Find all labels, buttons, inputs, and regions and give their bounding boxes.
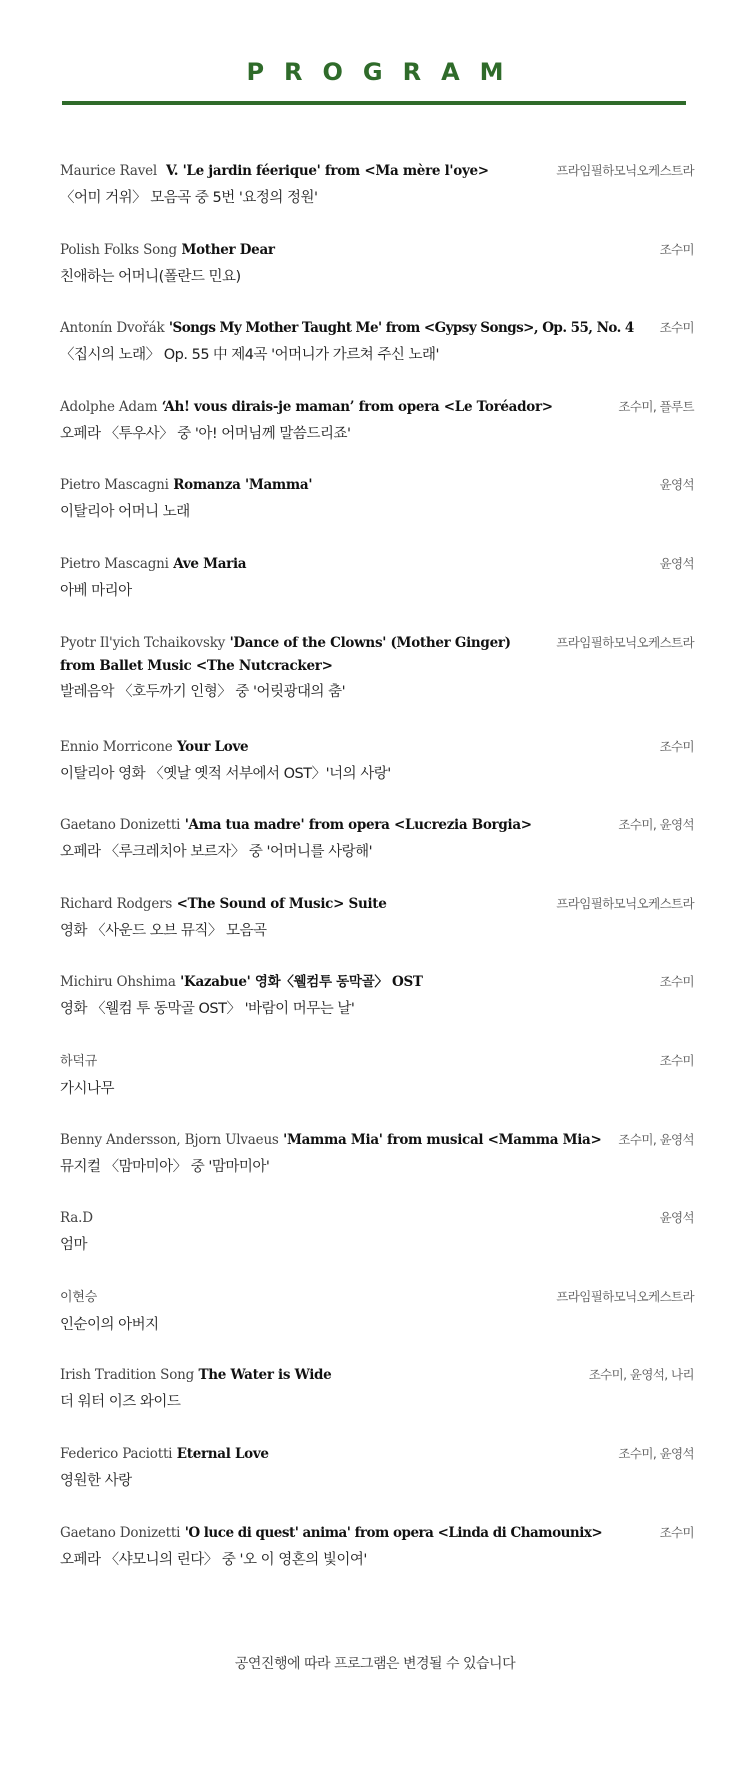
korean-title: 오페라 〈루크레치아 보르자〉 중 '어머니를 사랑해'	[60, 844, 373, 861]
performer: 프라임필하모닉오케스트라	[556, 163, 694, 178]
korean-title: 〈어미 거위〉 모음곡 중 5번 '요정의 정원'	[60, 190, 318, 206]
footer-note: 공연진행에 따라 프로그램은 변경될 수 있습니다	[234, 1656, 516, 1672]
composer-name: Gaetano Donizetti	[60, 1524, 181, 1541]
composer-name: Benny Andersson, Bjorn Ulvaeus	[60, 1131, 279, 1148]
work-title: The Water is Wide	[198, 1367, 332, 1384]
performer: 조수미, 윤영석, 나리	[588, 1367, 694, 1383]
composer-name: Maurice Ravel	[60, 163, 158, 179]
composer-name: Irish Tradition Song	[60, 1367, 195, 1384]
program-item	[60, 1365, 694, 1444]
composer-name: Pietro Mascagni	[60, 555, 169, 572]
program-item	[60, 318, 694, 397]
program-title-line	[60, 475, 690, 495]
korean-title: 엄마	[60, 1237, 88, 1254]
program-title-line	[60, 815, 690, 835]
program-title-line	[60, 318, 690, 338]
composer-name: Federico Paciotti	[60, 1445, 173, 1462]
korean-title: 영원한 사랑	[60, 1472, 132, 1489]
program-item	[60, 1130, 694, 1209]
performer: 조수미, 윤영석	[618, 1131, 694, 1147]
composer-name: 이현승	[60, 1289, 98, 1305]
program-item	[60, 475, 694, 554]
program-item	[60, 737, 694, 816]
korean-title: 이탈리아 어머니 노래	[60, 504, 190, 521]
composer-name: Adolphe Adam	[60, 398, 158, 415]
program-item	[60, 815, 694, 894]
performer: 조수미, 플루트	[618, 398, 694, 414]
work-title: 'Ama tua madre' from opera <Lucrezia Borgia>	[184, 817, 532, 834]
title-divider	[62, 101, 686, 105]
program-item	[60, 1523, 694, 1602]
program-title-line	[60, 737, 690, 757]
work-title: <The Sound of Music> Suite	[176, 895, 387, 912]
composer-name: Michiru Ohshima	[60, 974, 176, 991]
performer: 윤영석	[659, 477, 694, 493]
performer: 조수미	[659, 241, 694, 257]
work-title: 'O luce di quest' anima' from opera <Linda di Chamounix>	[184, 1524, 603, 1541]
korean-title: 친애하는 어머니(폴란드 민요)	[60, 268, 241, 285]
composer-name: Ennio Morricone	[60, 738, 173, 755]
korean-title: 더 워터 이즈 와이드	[60, 1394, 181, 1411]
work-title: Eternal Love	[176, 1445, 269, 1462]
composer-name: Gaetano Donizetti	[60, 817, 181, 834]
korean-title: 뮤지컬 〈맘마미아〉 중 '맘마미아'	[60, 1158, 270, 1175]
program-item	[60, 1444, 694, 1523]
composer-name: Richard Rodgers	[60, 895, 173, 912]
korean-title: 발레음악 〈호두까기 인형〉 중 '어릿광대의 춤'	[60, 683, 346, 700]
work-title: 'Kazabue' 영화〈웰컴투 동막골〉 OST	[180, 974, 423, 991]
composer-name: Polish Folks Song	[60, 241, 177, 258]
korean-title: 아베 마리아	[60, 582, 132, 599]
performer: 조수미	[659, 974, 694, 990]
korean-title: 인순이의 아버지	[60, 1316, 159, 1333]
work-title: V. 'Le jardin féerique' from <Ma mère l'oye>	[165, 163, 489, 179]
work-title: 'Mamma Mia' from musical <Mamma Mia>	[283, 1131, 602, 1148]
performer: 조수미	[659, 1052, 694, 1068]
program-item	[60, 240, 694, 319]
performer: 윤영석	[659, 555, 694, 571]
program-item	[60, 397, 694, 476]
performer: 프라임필하모닉오케스트라	[556, 895, 694, 911]
program-title-line	[60, 1523, 690, 1543]
work-title: Your Love	[176, 738, 249, 755]
composer-name: Antonín Dvořák	[60, 320, 165, 337]
program-title-line	[60, 554, 690, 574]
program-item	[60, 161, 694, 240]
composer-name: Pyotr Il'yich Tchaikovsky	[60, 634, 226, 651]
program-title-line	[60, 1051, 690, 1072]
program-title-line	[60, 397, 690, 417]
korean-title: 오페라 〈투우사〉 중 '아! 어머님께 말씀드리죠'	[60, 425, 351, 442]
page-title: PROGRAM	[246, 58, 524, 86]
program-item	[60, 554, 694, 633]
performer: 조수미	[659, 320, 694, 336]
performer: 프라임필하모닉오케스트라	[556, 634, 694, 650]
performer: 조수미, 윤영석	[618, 1445, 694, 1461]
work-title: 'Dance of the Clowns' (Mother Ginger)	[229, 634, 511, 651]
work-title: Ave Maria	[173, 555, 247, 572]
performer: 프라임필하모닉오케스트라	[556, 1288, 694, 1304]
program-title-line	[60, 1208, 690, 1228]
program-title-line	[60, 1444, 690, 1464]
program-item	[60, 1208, 694, 1287]
performer: 조수미, 윤영석	[618, 817, 694, 833]
korean-title: 영화 〈사운드 오브 뮤직〉 모음곡	[60, 922, 267, 939]
work-title: ‘Ah! vous dirais-je maman’ from opera <Le Toréador>	[161, 398, 553, 415]
composer-name: Pietro Mascagni	[60, 477, 169, 494]
program-title-line	[60, 240, 690, 260]
program-item	[60, 894, 694, 973]
korean-title: 가시나무	[60, 1080, 115, 1097]
korean-title: 영화 〈웰컴 투 동막골 OST〉 '바람이 머무는 날'	[60, 1001, 355, 1018]
program-list	[60, 161, 694, 1601]
work-title: Mother Dear	[181, 241, 275, 258]
program-title-line	[60, 1130, 690, 1150]
work-title: 'Songs My Mother Taught Me' from <Gypsy Songs>, Op. 55, No. 4	[168, 320, 634, 337]
work-title-continued: from Ballet Music <The Nutcracker>	[60, 657, 333, 674]
program-title-line	[60, 972, 690, 992]
performer: 윤영석	[659, 1210, 694, 1226]
composer-name: 하덕규	[60, 1053, 98, 1069]
korean-title: 오페라 〈샤모니의 린다〉 중 '오 이 영혼의 빛이여'	[60, 1551, 367, 1568]
korean-title: 이탈리아 영화 〈옛날 옛적 서부에서 OST〉'너의 사랑'	[60, 765, 391, 782]
program-item	[60, 972, 694, 1051]
program-item	[60, 1287, 694, 1366]
work-title: Romanza 'Mamma'	[173, 477, 313, 494]
composer-name: Ra.D	[60, 1210, 93, 1227]
performer: 조수미	[659, 1524, 694, 1540]
program-item	[60, 633, 694, 737]
program-item	[60, 1051, 694, 1130]
performer: 조수미	[659, 738, 694, 754]
korean-title: 〈집시의 노래〉 Op. 55 中 제4곡 '어머니가 가르쳐 주신 노래'	[60, 347, 439, 364]
